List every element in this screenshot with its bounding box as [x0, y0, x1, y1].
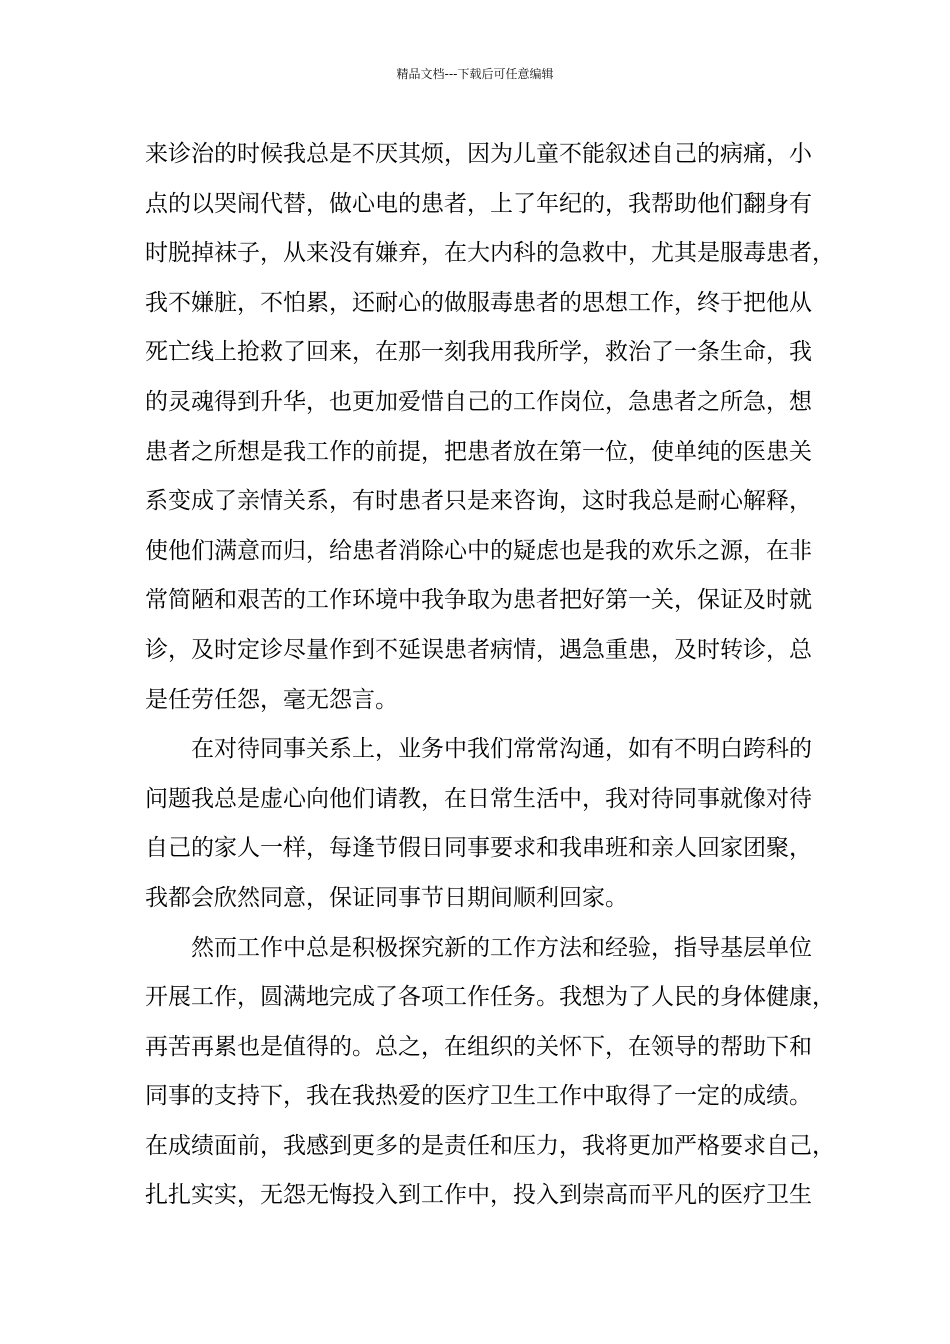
- text-line: 时脱掉袜子，从来没有嫌弃，在大内科的急救中，尤其是服毒患者，: [145, 240, 835, 267]
- text-line: 我不嫌脏，不怕累，还耐心的做服毒患者的思想工作，终于把他从: [145, 289, 812, 316]
- text-line: 来诊治的时候我总是不厌其烦，因为儿童不能叙述自己的病痛，小: [145, 141, 812, 167]
- text-line: 系变成了亲情关系，有时患者只是来咨询，这时我总是耐心解释，: [145, 488, 812, 515]
- page-header: 精品文档---下载后可任意编辑: [396, 67, 554, 81]
- text-line: 使他们满意而归，给患者消除心中的疑虑也是我的欢乐之源，在非: [145, 537, 812, 564]
- text-line: 同事的支持下，我在我热爱的医疗卫生工作中取得了一定的成绩。: [145, 1083, 812, 1110]
- text-line: 点的以哭闹代替，做心电的患者，上了年纪的，我帮助他们翻身有: [145, 190, 812, 217]
- text-line: 常简陋和艰苦的工作环境中我争取为患者把好第一关，保证及时就: [145, 587, 812, 614]
- text-line: 再苦再累也是值得的。总之，在组织的关怀下，在领导的帮助下和: [145, 1033, 812, 1060]
- text-line: 患者之所想是我工作的前提，把患者放在第一位，使单纯的医患关: [145, 438, 812, 465]
- text-line: 自己的家人一样，每逢节假日同事要求和我串班和亲人回家团聚，: [145, 835, 812, 862]
- text-line: 的灵魂得到升华，也更加爱惜自己的工作岗位，急患者之所急，想: [145, 388, 812, 415]
- text-line: 是任劳任怨，毫无怨言。: [145, 686, 398, 713]
- text-line: 死亡线上抢救了回来，在那一刻我用我所学，救治了一条生命，我: [145, 339, 812, 366]
- text-line: 诊，及时定诊尽量作到不延误患者病情，遇急重患，及时转诊，总: [145, 636, 812, 663]
- text-line: 开展工作，圆满地完成了各项工作任务。我想为了人民的身体健康，: [145, 984, 835, 1011]
- text-line: 我都会欣然同意，保证同事节日期间顺利回家。: [145, 884, 628, 911]
- text-line: 扎扎实实，无怨无悔投入到工作中，投入到崇高而平凡的医疗卫生: [145, 1182, 812, 1209]
- paragraph-first-line: 在对待同事关系上，业务中我们常常沟通，如有不明白跨科的: [191, 736, 812, 763]
- document-body: [145, 130, 835, 1221]
- text-line: 问题我总是虚心向他们请教，在日常生活中，我对待同事就像对待: [145, 785, 812, 812]
- paragraph-first-line: 然而工作中总是积极探究新的工作方法和经验，指导基层单位: [191, 934, 812, 961]
- text-line: 在成绩面前，我感到更多的是责任和压力，我将更加严格要求自己，: [145, 1132, 835, 1159]
